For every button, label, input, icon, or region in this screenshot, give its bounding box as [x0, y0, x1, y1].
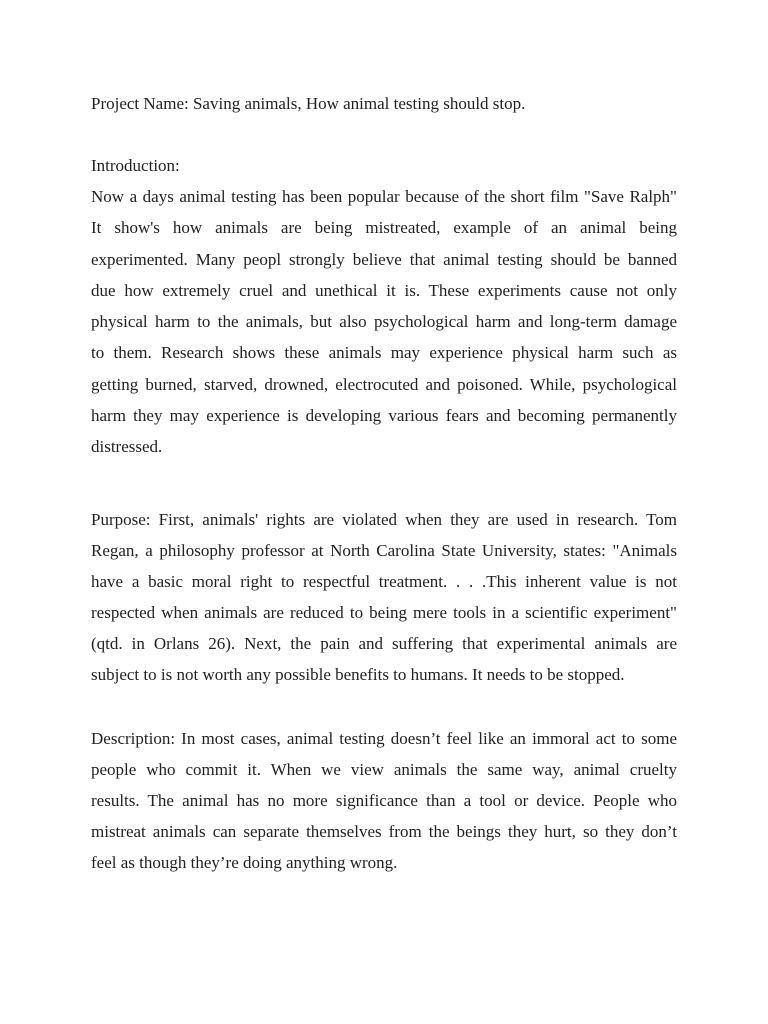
purpose-line: Regan, a philosophy professor at North Carolina State University, states: "Animals	[91, 541, 677, 560]
description-line: mistreat animals can separate themselves from the beings they hurt, so they don’t	[91, 822, 677, 841]
description-line: people who commit it. When we view animals the same way, animal cruelty	[91, 760, 677, 779]
introduction-line: physical harm to the animals, but also psychological harm and long-term damage	[91, 312, 677, 331]
purpose-line: (qtd. in Orlans 26). Next, the pain and suffering that experimental animals are	[91, 634, 677, 653]
description-line: Description: In most cases, animal testing doesn’t feel like an immoral act to some	[91, 729, 677, 748]
introduction-line: Now a days animal testing has been popular because of the short film "Save Ralph"	[91, 187, 677, 206]
introduction-line: distressed.	[91, 437, 163, 456]
purpose-line: have a basic moral right to respectful treatment. . . .This inherent value is not	[91, 572, 677, 591]
introduction-line: It show's how animals are being mistreated, example of an animal being	[91, 218, 677, 237]
purpose-line: Purpose: First, animals' rights are violated when they are used in research. Tom	[91, 510, 677, 529]
description-line: feel as though they’re doing anything wrong.	[91, 853, 398, 872]
description-line: results. The animal has no more significance than a tool or device. People who	[91, 791, 677, 810]
introduction-line: experimented. Many peopl strongly believe that animal testing should be banned	[91, 250, 677, 269]
introduction-line: due how extremely cruel and unethical it is. These experiments cause not only	[91, 281, 677, 300]
introduction-line: harm they may experience is developing various fears and becoming permanently	[91, 406, 677, 425]
purpose-line: respected when animals are reduced to being mere tools in a scientific experiment"	[91, 603, 677, 622]
project-title: Project Name: Saving animals, How animal testing should stop.	[91, 94, 526, 113]
introduction-line: getting burned, starved, drowned, electrocuted and poisoned. While, psychological	[91, 375, 677, 394]
introduction-line: to them. Research shows these animals may experience physical harm such as	[91, 343, 677, 362]
purpose-line: subject to is not worth any possible benefits to humans. It needs to be stopped.	[91, 665, 625, 684]
introduction-heading: Introduction:	[91, 156, 180, 175]
